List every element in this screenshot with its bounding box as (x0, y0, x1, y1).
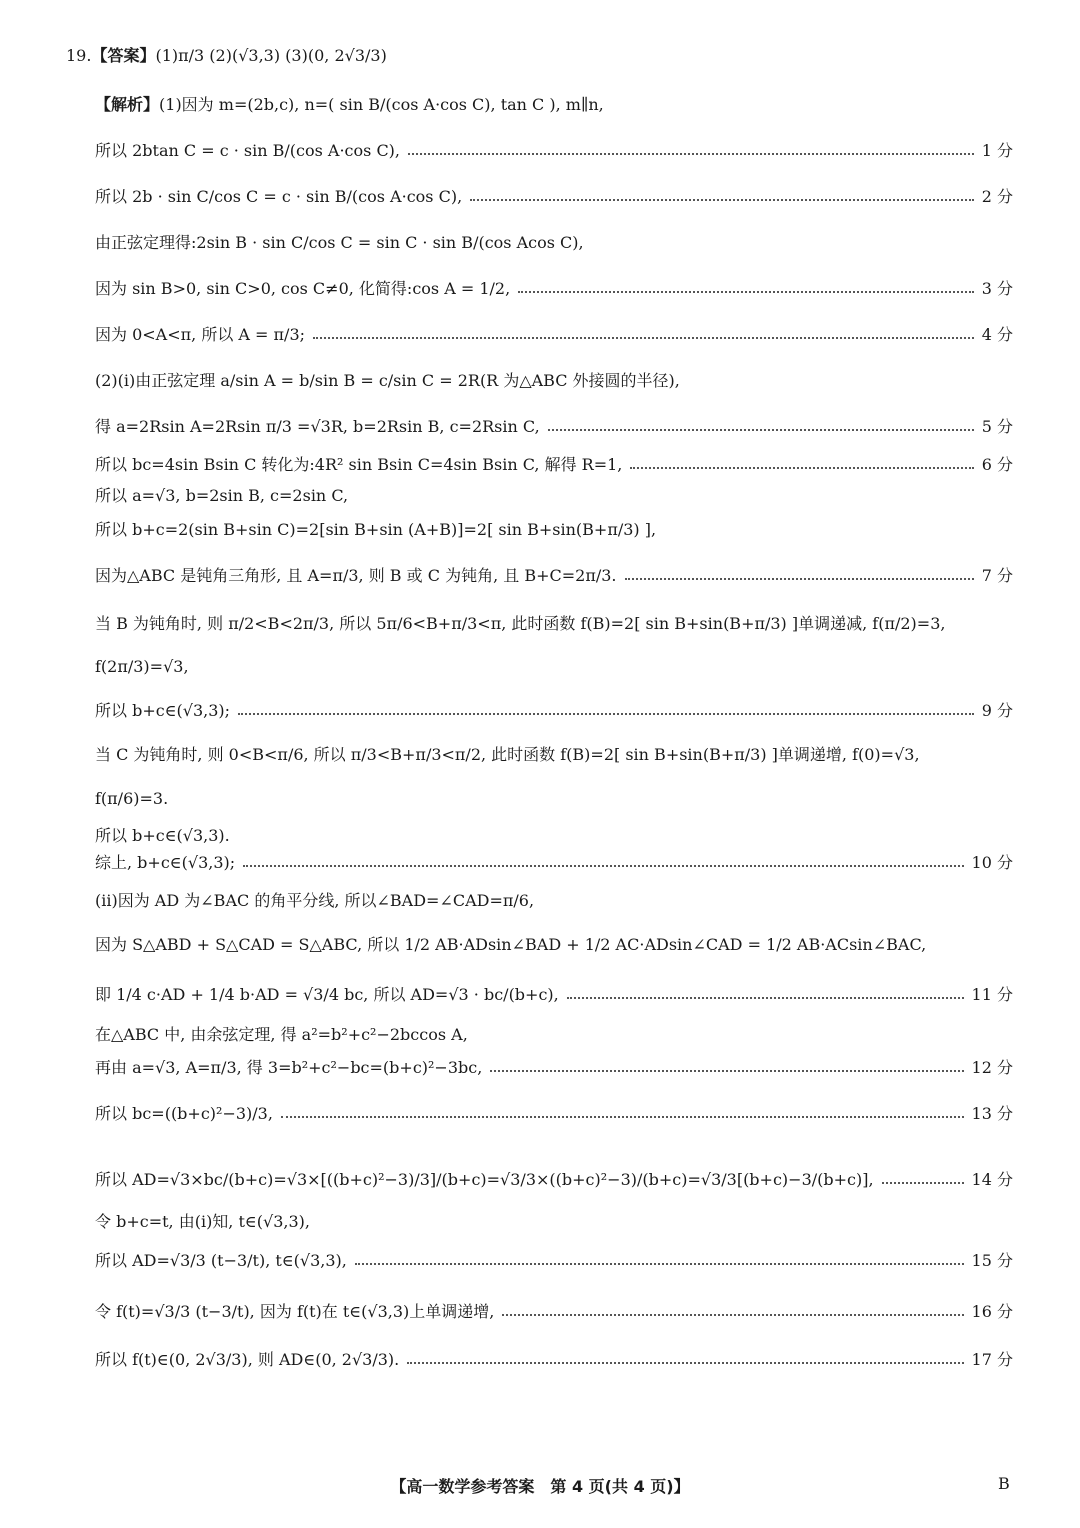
solution-text: 因为△ABC 是钝角三角形, 且 A=π/3, 则 B 或 C 为钝角, 且 B+C=2π/3. (95, 566, 617, 585)
solution-text: 所以 bc=4sin Bsin C 转化为:4R² sin Bsin C=4sin Bsin C, 解得 R=1, (95, 455, 623, 474)
solution-text: 所以 AD=√3×bc/(b+c)=√3×[((b+c)²−3)/3]/(b+c)=√3/3×((b+c)²−3)/(b+c)=√3/3[(b+c)−3/(b+c)], (95, 1170, 874, 1189)
solution-text: 即 1/4 c·AD + 1/4 b·AD = √3/4 bc, 所以 AD=√3 · bc/(b+c), (95, 985, 559, 1004)
score-label: 9 分 (981, 701, 1013, 720)
solution-text: 所以 a=√3, b=2sin B, c=2sin C, (95, 486, 349, 505)
leader-dots (238, 713, 974, 715)
score-label: 15 分 (971, 1251, 1013, 1270)
score-label: 11 分 (971, 985, 1013, 1004)
score-label: 10 分 (971, 853, 1013, 872)
score-label: 17 分 (971, 1350, 1013, 1369)
solution-line (95, 853, 1013, 872)
score-label: 7 分 (981, 566, 1013, 585)
leader-dots (490, 1070, 963, 1072)
solution-text: 当 B 为钝角时, 则 π/2<B<2π/3, 所以 5π/6<B+π/3<π, 此时函数 f(B)=2[ sin B+sin(B+π/3) ]单调递减, f(π/2)=3, (95, 614, 946, 633)
score-label: 4 分 (981, 325, 1013, 344)
solution-line (95, 520, 1013, 539)
solution-text: 在△ABC 中, 由余弦定理, 得 a²=b²+c²−2bccos A, (95, 1025, 468, 1044)
solution-line (95, 657, 1013, 676)
page-footer: 【高一数学参考答案 第 4 页(共 4 页)】 (390, 1477, 690, 1496)
score-label: 12 分 (971, 1058, 1013, 1077)
solution-line (95, 486, 1013, 505)
solution-line (95, 1170, 1013, 1189)
solution-text: 再由 a=√3, A=π/3, 得 3=b²+c²−bc=(b+c)²−3bc, (95, 1058, 483, 1077)
leader-dots (407, 1362, 963, 1364)
solution-line (95, 325, 1013, 344)
solution-text: 综上, b+c∈(√3,3); (95, 853, 236, 872)
solution-text: 所以 2btan C = c · sin B/(cos A·cos C), (95, 141, 401, 160)
analysis-intro-line (95, 95, 1013, 114)
solution-line (95, 985, 1013, 1004)
leader-dots (470, 199, 974, 201)
solution-text: 所以 b+c∈(√3,3); (95, 701, 231, 720)
solution-line (95, 1251, 1013, 1270)
solution-line (95, 891, 1013, 910)
score-label: 16 分 (971, 1302, 1013, 1321)
solution-text: 令 f(t)=√3/3 (t−3/t), 因为 f(t)在 t∈(√3,3)上单调递增, (95, 1302, 495, 1321)
solution-line (95, 745, 1013, 764)
analysis-intro: (1)因为 m=(2b,c), n=( sin B/(cos A·cos C), tan C ), m∥n, (159, 95, 604, 114)
leader-dots (882, 1182, 964, 1184)
solution-line (95, 1212, 1013, 1231)
solution-text: 所以 f(t)∈(0, 2√3/3), 则 AD∈(0, 2√3/3). (95, 1350, 400, 1369)
score-label: 14 分 (971, 1170, 1013, 1189)
leader-dots (243, 865, 963, 867)
score-label: 6 分 (981, 455, 1013, 474)
leader-dots (502, 1314, 963, 1316)
leader-dots (313, 337, 974, 339)
leader-dots (355, 1263, 964, 1265)
leader-dots (630, 467, 973, 469)
solution-line (95, 1104, 1013, 1123)
solution-text: f(2π/3)=√3, (95, 657, 189, 676)
solution-line (95, 233, 1013, 252)
solution-line (95, 566, 1013, 585)
solution-line (95, 1350, 1013, 1369)
solution-line (95, 701, 1013, 720)
leader-dots (567, 997, 964, 999)
solution-text: 当 C 为钝角时, 则 0<B<π/6, 所以 π/3<B+π/3<π/2, 此时函数 f(B)=2[ sin B+sin(B+π/3) ]单调递增, f(0)=√3, (95, 745, 920, 764)
solution-line (95, 1025, 1013, 1044)
solution-text: 所以 b+c=2(sin B+sin C)=2[sin B+sin (A+B)]=2[ sin B+sin(B+π/3) ], (95, 520, 657, 539)
solution-line (95, 417, 1013, 436)
score-label: 2 分 (981, 187, 1013, 206)
solution-line (95, 455, 1013, 474)
solution-text: 因为 S△ABD + S△CAD = S△ABC, 所以 1/2 AB·ADsin∠BAD + 1/2 AC·ADsin∠CAD = 1/2 AB·ACsin∠BAC, (95, 935, 927, 954)
solution-text: 所以 b+c∈(√3,3). (95, 826, 230, 845)
solution-text: 由正弦定理得:2sin B · sin C/cos C = sin C · sin B/(cos Acos C), (95, 233, 584, 252)
score-label: 5 分 (981, 417, 1013, 436)
solution-text: (2)(i)由正弦定理 a/sin A = b/sin B = c/sin C = 2R(R 为△ABC 外接圆的半径), (95, 371, 680, 390)
question-number: 19. (66, 46, 92, 65)
solution-text: 所以 AD=√3/3 (t−3/t), t∈(√3,3), (95, 1251, 347, 1270)
solution-line (95, 1058, 1013, 1077)
analysis-tag: 【解析】 (95, 95, 160, 114)
score-label: 13 分 (971, 1104, 1013, 1123)
leader-dots (281, 1116, 964, 1118)
solution-text: 所以 bc=((b+c)²−3)/3, (95, 1104, 273, 1123)
solution-line (95, 789, 1013, 808)
solution-text: 令 b+c=t, 由(i)知, t∈(√3,3), (95, 1212, 310, 1231)
solution-line (95, 614, 1013, 633)
solution-line (95, 1302, 1013, 1321)
score-label: 3 分 (981, 279, 1013, 298)
solution-text: 因为 sin B>0, sin C>0, cos C≠0, 化简得:cos A = 1/2, (95, 279, 511, 298)
solution-line (95, 187, 1013, 206)
solution-text: (ii)因为 AD 为∠BAC 的角平分线, 所以∠BAD=∠CAD=π/6, (95, 891, 535, 910)
solution-line (95, 371, 1013, 390)
solution-line (95, 279, 1013, 298)
question-answer-line (66, 46, 984, 65)
answer-summary: (1)π/3 (2)(√3,3) (3)(0, 2√3/3) (155, 46, 387, 65)
version-mark: B (998, 1474, 1010, 1493)
solution-line (95, 141, 1013, 160)
solution-line (95, 826, 1013, 845)
leader-dots (408, 153, 974, 155)
leader-dots (518, 291, 974, 293)
solution-text: 因为 0<A<π, 所以 A = π/3; (95, 325, 306, 344)
score-label: 1 分 (981, 141, 1013, 160)
answer-tag: 【答案】 (91, 46, 156, 65)
solution-text: 所以 2b · sin C/cos C = c · sin B/(cos A·cos C), (95, 187, 463, 206)
solution-text: f(π/6)=3. (95, 789, 169, 808)
solution-text: 得 a=2Rsin A=2Rsin π/3 =√3R, b=2Rsin B, c=2Rsin C, (95, 417, 540, 436)
leader-dots (625, 578, 974, 580)
leader-dots (548, 429, 974, 431)
solution-line (95, 935, 1013, 954)
